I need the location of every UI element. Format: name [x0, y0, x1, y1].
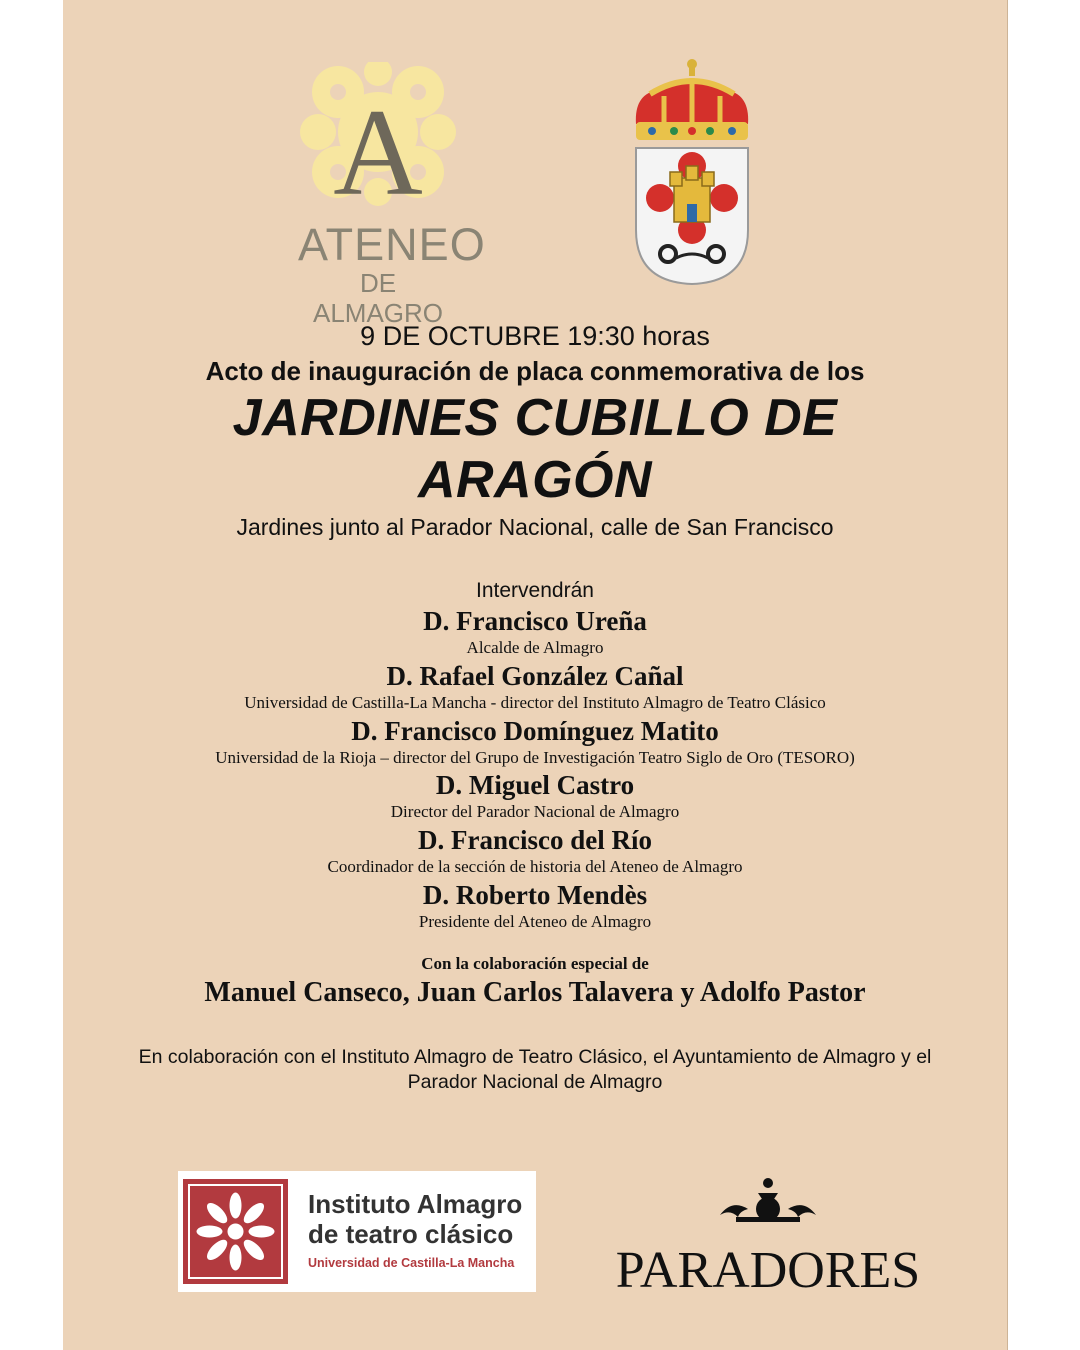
speaker-role: Universidad de la Rioja – director del Grupo de Investigación Teatro Siglo de Oro (TESORO) [215, 748, 855, 767]
event-title-line-1: JARDINES CUBILLO DE [232, 389, 838, 447]
speakers-heading: Intervendrán [476, 579, 594, 602]
speaker-role: Director del Parador Nacional de Almagro [390, 802, 680, 821]
ateneo-logo [298, 62, 486, 328]
speaker-role: Universidad de Castilla-La Mancha - director del Instituto Almagro de Teatro Clásico [244, 693, 826, 712]
instituto-name-line-1: Instituto Almagro [308, 1189, 523, 1219]
event-title-line-2: ARAGÓN [417, 451, 653, 509]
instituto-almagro-logo [178, 1171, 536, 1292]
collaboration-names: Manuel Canseco, Juan Carlos Talavera y Adolfo Pastor [204, 977, 866, 1008]
speaker-role: Alcalde de Almagro [466, 638, 604, 657]
ateneo-ornament-icon [298, 62, 458, 222]
paradores-wordmark: PARADORES [615, 1242, 921, 1299]
speaker-role: Presidente del Ateneo de Almagro [418, 912, 652, 931]
footer-note: En colaboración con el Instituto Almagro de Teatro Clásico, el Ayuntamiento de Almagro y el Parador Nacional de Almagro [138, 1046, 932, 1093]
collaboration-label: Con la colaboración especial de [421, 954, 649, 973]
ateneo-subtitle: DE ALMAGRO [312, 268, 444, 328]
speaker-name: D. Francisco Domínguez Matito [351, 716, 719, 746]
instituto-flower-icon [183, 1179, 288, 1284]
speaker-name: D. Roberto Mendès [422, 880, 648, 910]
event-date-time: 9 DE OCTUBRE 19:30 horas [360, 321, 710, 351]
speaker-name: D. Rafael González Cañal [386, 661, 684, 691]
speaker-role: Coordinador de la sección de historia del Ateneo de Almagro [327, 857, 743, 876]
paradores-emblem-icon [718, 1175, 818, 1229]
event-location: Jardines junto al Parador Nacional, calle de San Francisco [236, 514, 834, 540]
ateneo-letter: A [333, 84, 423, 221]
speaker-name: D. Francisco Ureña [423, 606, 647, 636]
instituto-name-line-2: de teatro clásico [308, 1219, 514, 1249]
poster [63, 0, 1008, 1350]
speaker-name: D. Francisco del Río [418, 825, 652, 855]
ateneo-name: ATENEO [298, 219, 486, 270]
coat-of-arms-icon [628, 54, 756, 286]
speaker-name: D. Miguel Castro [435, 770, 635, 800]
event-subtitle: Acto de inauguración de placa conmemorativa de los [205, 356, 865, 386]
instituto-university: Universidad de Castilla-La Mancha [308, 1256, 515, 1270]
